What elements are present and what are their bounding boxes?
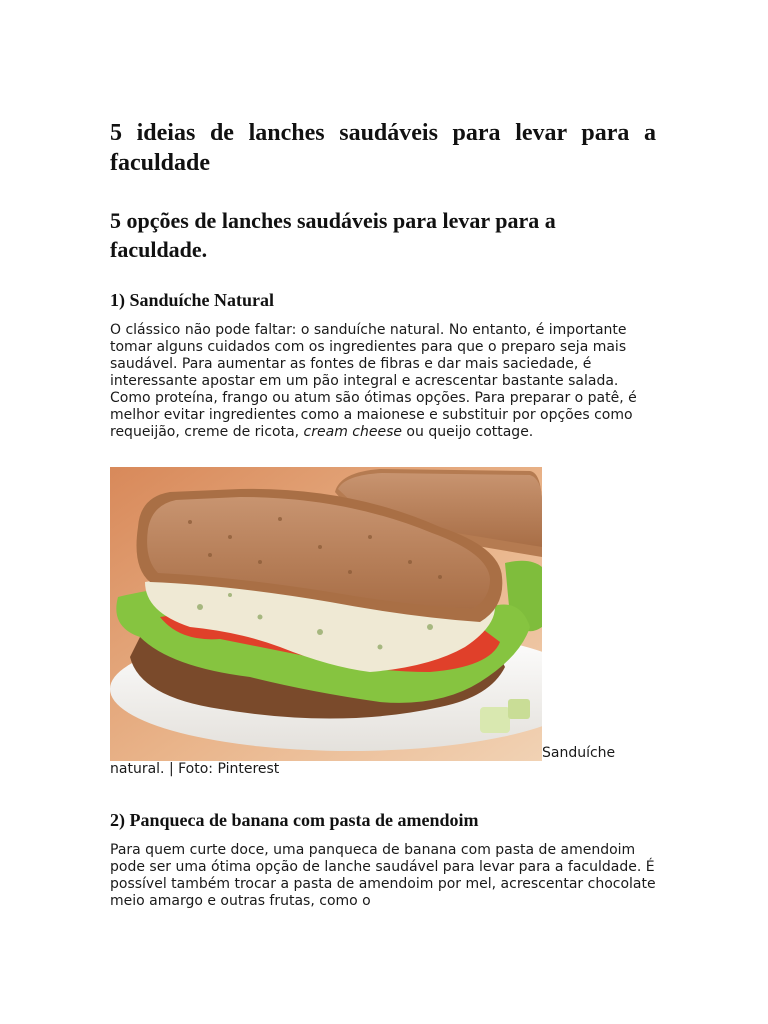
paragraph-text-end: ou queijo cottage. xyxy=(401,424,534,440)
section-paragraph-panqueca: Para quem curte doce, uma panqueca de banana com pasta de amendoim pode ser uma ótima opção de lanche saudável para levar para a faculdade. É possível também trocar a pasta de amendoim por mel, acrescentar chocolate meio amargo e outras frutas, como o xyxy=(110,842,656,909)
sandwich-figure xyxy=(110,467,656,778)
page-subtitle: 5 opções de lanches saudáveis para levar para a faculdade. xyxy=(110,208,556,262)
paragraph-italic-text: cream cheese xyxy=(303,424,402,440)
document-page xyxy=(110,118,656,910)
caption-part-2: natural. | Foto: Pinterest xyxy=(110,761,280,777)
page-title: 5 ideias de lanches saudáveis para levar para a faculdade xyxy=(110,120,656,176)
section-heading-panqueca: 2) Panqueca de banana com pasta de amendoim xyxy=(110,810,479,830)
image-caption xyxy=(110,467,656,778)
paragraph-text: O clássico não pode faltar: o sanduíche natural. No entanto, é importante tomar alguns cuidados com os ingredientes para que o preparo seja mais saudável. Para aumentar as fontes de fibras e dar mais saciedade, é interessante apostar em um pão integral e acrescentar bastante salada. Como proteína, frango ou atum são ótimas opções. Para preparar o patê, é melhor evitar ingredientes como a maionese e substituir por opções como requeijão, creme de ricota, xyxy=(110,322,637,440)
section-heading-sanduiche: 1) Sanduíche Natural xyxy=(110,290,275,310)
section-paragraph-sanduiche xyxy=(110,322,656,441)
caption-part-1: Sanduíche xyxy=(542,745,616,761)
sandwich-photo xyxy=(110,467,542,761)
